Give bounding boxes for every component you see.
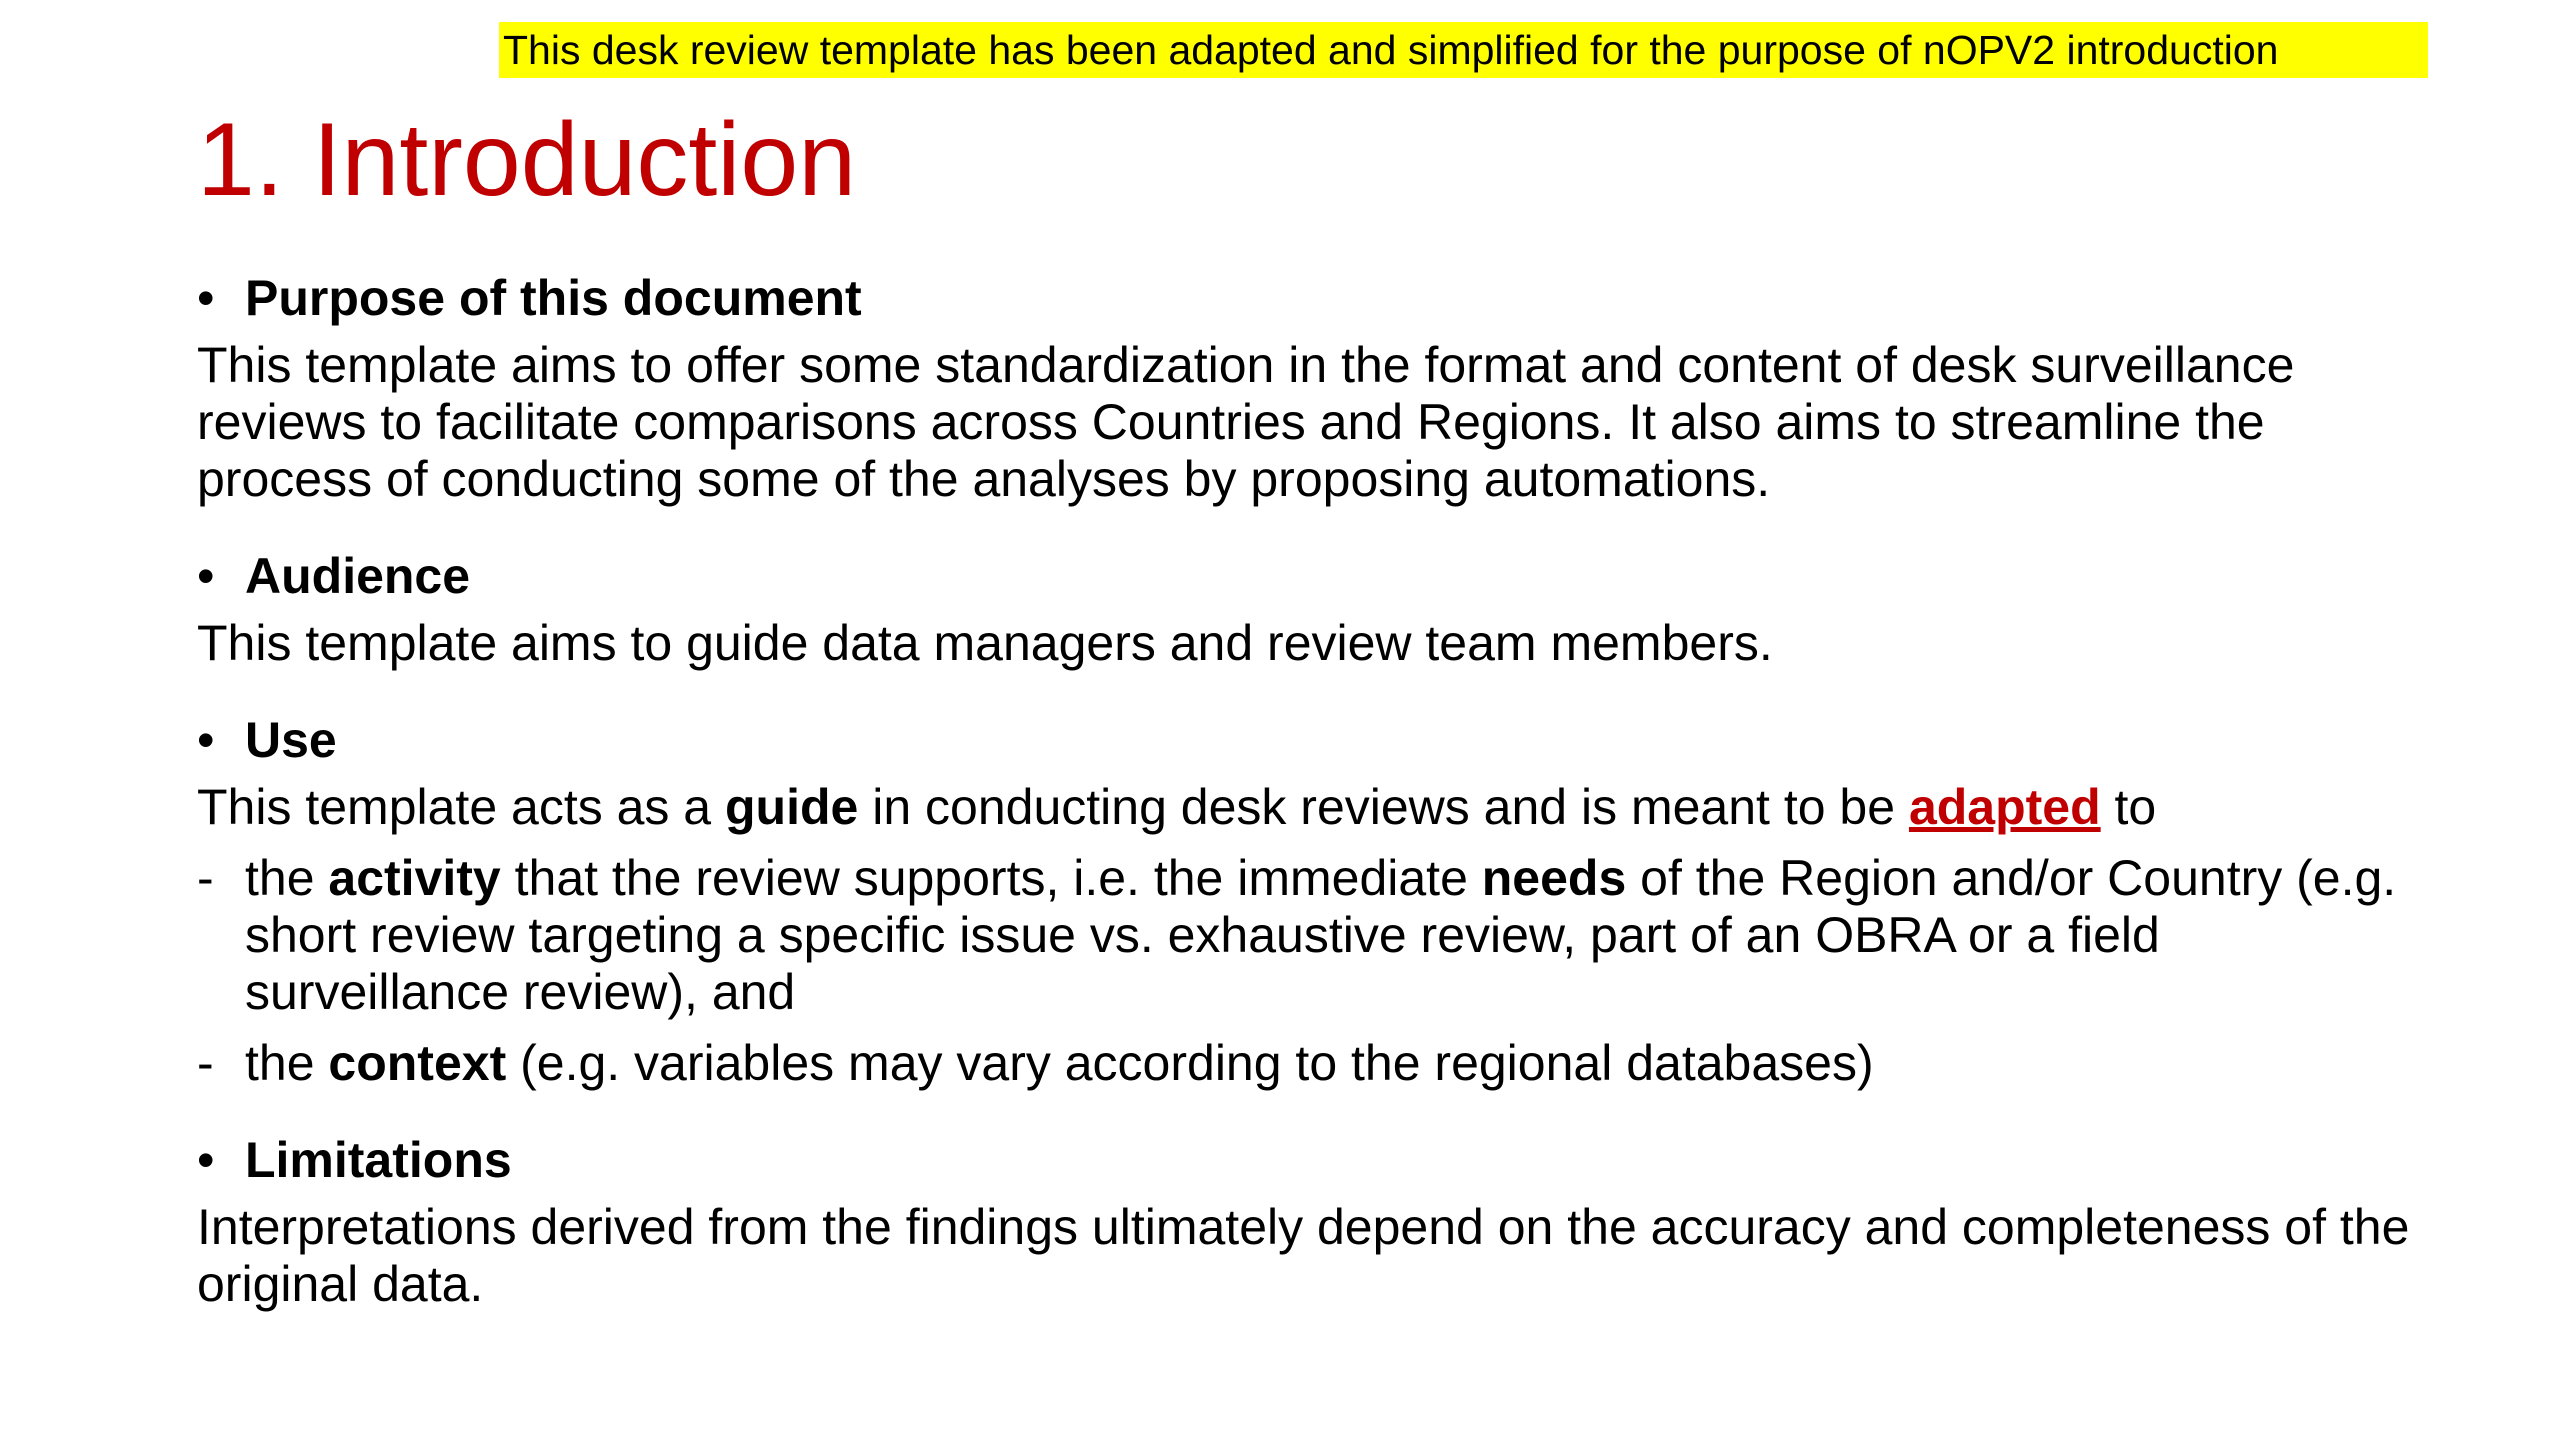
emphasis-adapted: adapted: [1908, 779, 2101, 835]
section-text-purpose: This template aims to offer some standardization in the format and content of desk surveillance reviews to facilitate comparisons across Countries and Regions. It also aims to streamline the process of conducting some of the analyses by proposing automations.: [197, 337, 2295, 507]
section-text-audience: This template aims to guide data managers and review team members.: [197, 615, 1773, 671]
section-heading-audience: [197, 548, 2437, 605]
list-item-text: the activity that the review supports, i.e. the immediate needs of the Region and/or Country (e.g. short review targeting a specific issue vs. exhaustive review, part of an OBRA or a field surveillance review), and: [245, 850, 2397, 1020]
list-item: [197, 850, 2437, 1021]
page-title: 1. Introduction: [197, 102, 857, 218]
section-heading-label: Limitations: [245, 1132, 512, 1188]
emphasis-context: context: [328, 1035, 507, 1091]
emphasis-activity: activity: [328, 850, 501, 906]
list-item-text: the context (e.g. variables may vary according to the regional databases): [245, 1035, 1874, 1091]
section-heading-label: Purpose of this document: [245, 270, 862, 326]
bullet-marker: •: [197, 270, 215, 326]
slide-body: [197, 270, 2437, 1313]
section-text-use: This template acts as a guide in conducting desk reviews and is meant to be adapted to: [197, 779, 2157, 835]
bullet-marker: •: [197, 548, 215, 604]
emphasis-needs: needs: [1481, 850, 1627, 906]
list-item: [197, 1035, 2437, 1092]
highlighted-note: This desk review template has been adapted and simplified for the purpose of nOPV2 introduction: [499, 22, 2428, 78]
emphasis-guide: guide: [725, 779, 859, 835]
section-heading-use: [197, 712, 2437, 769]
section-text-limitations: Interpretations derived from the findings ultimately depend on the accuracy and completeness of the original data.: [197, 1199, 2410, 1312]
bullet-marker: •: [197, 712, 215, 768]
section-heading-purpose: [197, 270, 2437, 327]
section-heading-limitations: [197, 1132, 2437, 1189]
bullet-marker: •: [197, 1132, 215, 1188]
dash-marker: -: [197, 850, 214, 906]
section-heading-label: Use: [245, 712, 337, 768]
dash-marker: -: [197, 1035, 214, 1091]
section-heading-label: Audience: [245, 548, 471, 604]
